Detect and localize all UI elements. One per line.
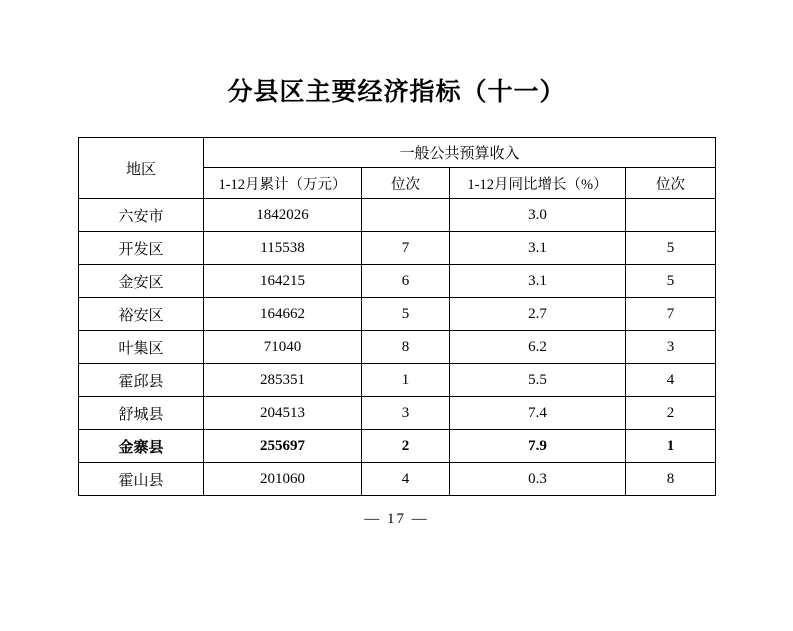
page-title: 分县区主要经济指标（十一） (227, 79, 566, 106)
table-body (79, 199, 716, 496)
header-growth: 1-12月同比增长（%） (450, 168, 626, 199)
header-cumulative: 1-12月累计（万元） (204, 168, 362, 199)
cell-rank-growth: 1 (626, 430, 716, 463)
cell-rank-growth: 5 (626, 232, 716, 265)
table-header (79, 138, 716, 199)
cell-growth: 7.4 (450, 397, 626, 430)
cell-growth: 3.1 (450, 232, 626, 265)
document-page (0, 72, 793, 631)
header-group-budget-revenue: 一般公共预算收入 (204, 138, 716, 168)
cell-rank-cumulative: 1 (362, 364, 450, 397)
table-row (79, 298, 716, 331)
header-rank-growth: 位次 (626, 168, 716, 199)
cell-cumulative: 201060 (204, 463, 362, 496)
cell-cumulative: 204513 (204, 397, 362, 430)
cell-rank-cumulative: 4 (362, 463, 450, 496)
cell-rank-cumulative: 3 (362, 397, 450, 430)
cell-rank-growth: 7 (626, 298, 716, 331)
cell-cumulative: 1842026 (204, 199, 362, 232)
cell-region: 霍山县 (79, 463, 204, 496)
cell-growth: 6.2 (450, 331, 626, 364)
cell-cumulative: 115538 (204, 232, 362, 265)
cell-growth: 0.3 (450, 463, 626, 496)
cell-region: 开发区 (79, 232, 204, 265)
cell-rank-cumulative: 8 (362, 331, 450, 364)
cell-growth: 2.7 (450, 298, 626, 331)
table-row (79, 397, 716, 430)
economic-indicators-table-wrapper (78, 137, 715, 496)
table-header-row-1 (79, 138, 716, 168)
cell-growth: 3.0 (450, 199, 626, 232)
cell-rank-growth: 3 (626, 331, 716, 364)
cell-region: 六安市 (79, 199, 204, 232)
cell-rank-cumulative: 6 (362, 265, 450, 298)
cell-growth: 3.1 (450, 265, 626, 298)
cell-rank-growth: 2 (626, 397, 716, 430)
cell-cumulative: 164215 (204, 265, 362, 298)
table-row (79, 364, 716, 397)
cell-growth: 5.5 (450, 364, 626, 397)
cell-rank-growth (626, 199, 716, 232)
cell-cumulative: 285351 (204, 364, 362, 397)
cell-growth: 7.9 (450, 430, 626, 463)
cell-cumulative: 71040 (204, 331, 362, 364)
table-row (79, 430, 716, 463)
cell-rank-growth: 8 (626, 463, 716, 496)
table-row (79, 463, 716, 496)
table-row (79, 199, 716, 232)
cell-region: 舒城县 (79, 397, 204, 430)
cell-rank-growth: 5 (626, 265, 716, 298)
table-row (79, 331, 716, 364)
cell-rank-cumulative: 5 (362, 298, 450, 331)
cell-region: 金安区 (79, 265, 204, 298)
cell-region: 霍邱县 (79, 364, 204, 397)
cell-rank-growth: 4 (626, 364, 716, 397)
cell-region: 裕安区 (79, 298, 204, 331)
table-row (79, 265, 716, 298)
cell-cumulative: 255697 (204, 430, 362, 463)
cell-rank-cumulative: 7 (362, 232, 450, 265)
cell-rank-cumulative (362, 199, 450, 232)
header-region: 地区 (79, 138, 204, 199)
cell-region: 金寨县 (79, 430, 204, 463)
cell-rank-cumulative: 2 (362, 430, 450, 463)
economic-indicators-table (78, 137, 716, 496)
header-rank-cumulative: 位次 (362, 168, 450, 199)
table-row (79, 232, 716, 265)
cell-region: 叶集区 (79, 331, 204, 364)
cell-cumulative: 164662 (204, 298, 362, 331)
page-number: — 17 — (364, 511, 429, 527)
